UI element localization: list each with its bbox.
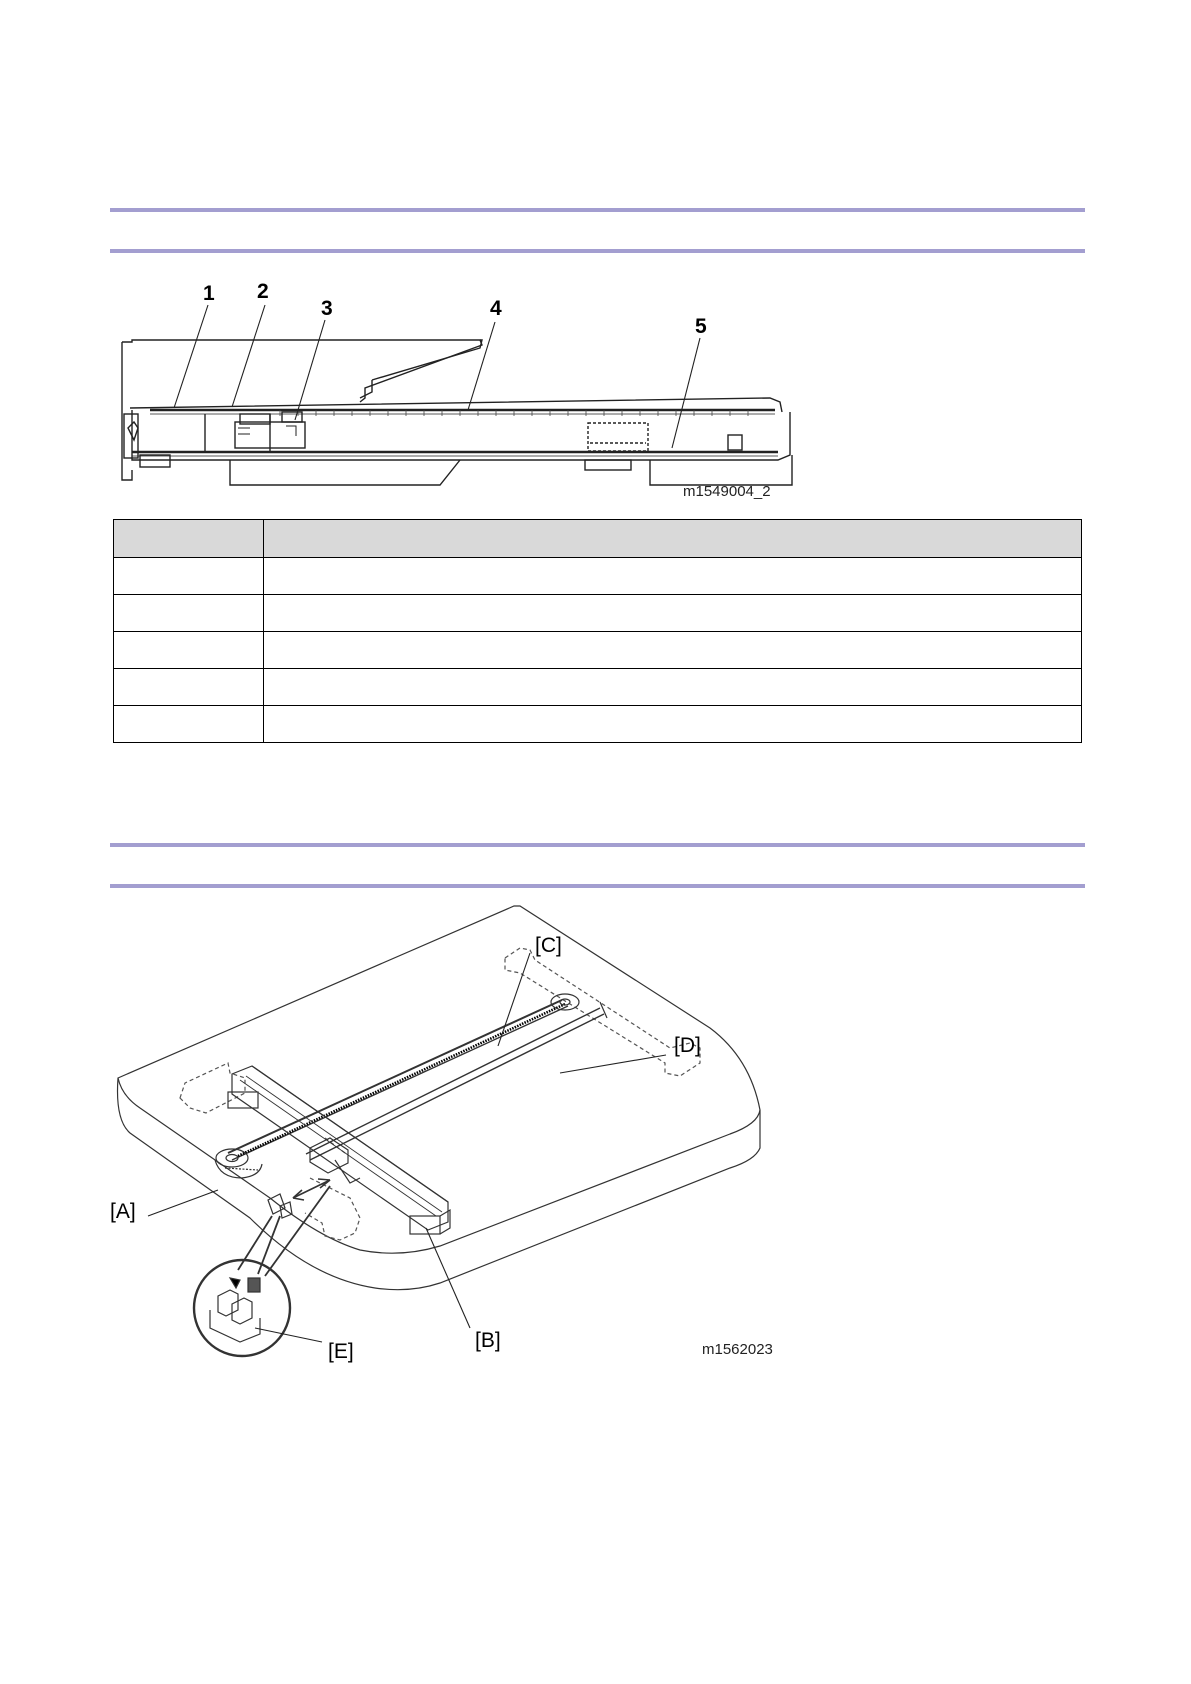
figure-code: m1549004_2 bbox=[683, 483, 771, 500]
cell-no bbox=[114, 706, 264, 743]
table-row bbox=[114, 558, 1082, 595]
callout-1: 1 bbox=[203, 282, 215, 305]
cell-no bbox=[114, 669, 264, 706]
cell-name bbox=[264, 595, 1082, 632]
callout-2: 2 bbox=[257, 280, 269, 303]
table-row bbox=[114, 669, 1082, 706]
table-row bbox=[114, 706, 1082, 743]
cell-no bbox=[114, 595, 264, 632]
label-d: [D] bbox=[674, 1034, 701, 1057]
scanner-drive-figure bbox=[110, 898, 830, 1378]
parts-table bbox=[113, 519, 1082, 743]
callout-4: 4 bbox=[490, 297, 502, 320]
callout-3: 3 bbox=[321, 297, 333, 320]
table-row bbox=[114, 595, 1082, 632]
cell-no bbox=[114, 632, 264, 669]
cell-name bbox=[264, 706, 1082, 743]
cell-name bbox=[264, 669, 1082, 706]
section-rule-top-1 bbox=[110, 208, 1085, 212]
scanner-side-view-figure bbox=[110, 280, 810, 505]
section-rule-bottom-1 bbox=[110, 249, 1085, 253]
figure-code-2: m1562023 bbox=[702, 1341, 773, 1358]
callout-5: 5 bbox=[695, 315, 707, 338]
cell-no bbox=[114, 558, 264, 595]
header-name bbox=[264, 520, 1082, 558]
cell-name bbox=[264, 558, 1082, 595]
cell-name bbox=[264, 632, 1082, 669]
table-header-row bbox=[114, 520, 1082, 558]
label-e: [E] bbox=[328, 1340, 354, 1363]
section-rule-top-2 bbox=[110, 843, 1085, 847]
label-b: [B] bbox=[475, 1329, 501, 1352]
header-no bbox=[114, 520, 264, 558]
label-c: [C] bbox=[535, 934, 562, 957]
section-rule-bottom-2 bbox=[110, 884, 1085, 888]
table-row bbox=[114, 632, 1082, 669]
label-a: [A] bbox=[110, 1200, 136, 1223]
